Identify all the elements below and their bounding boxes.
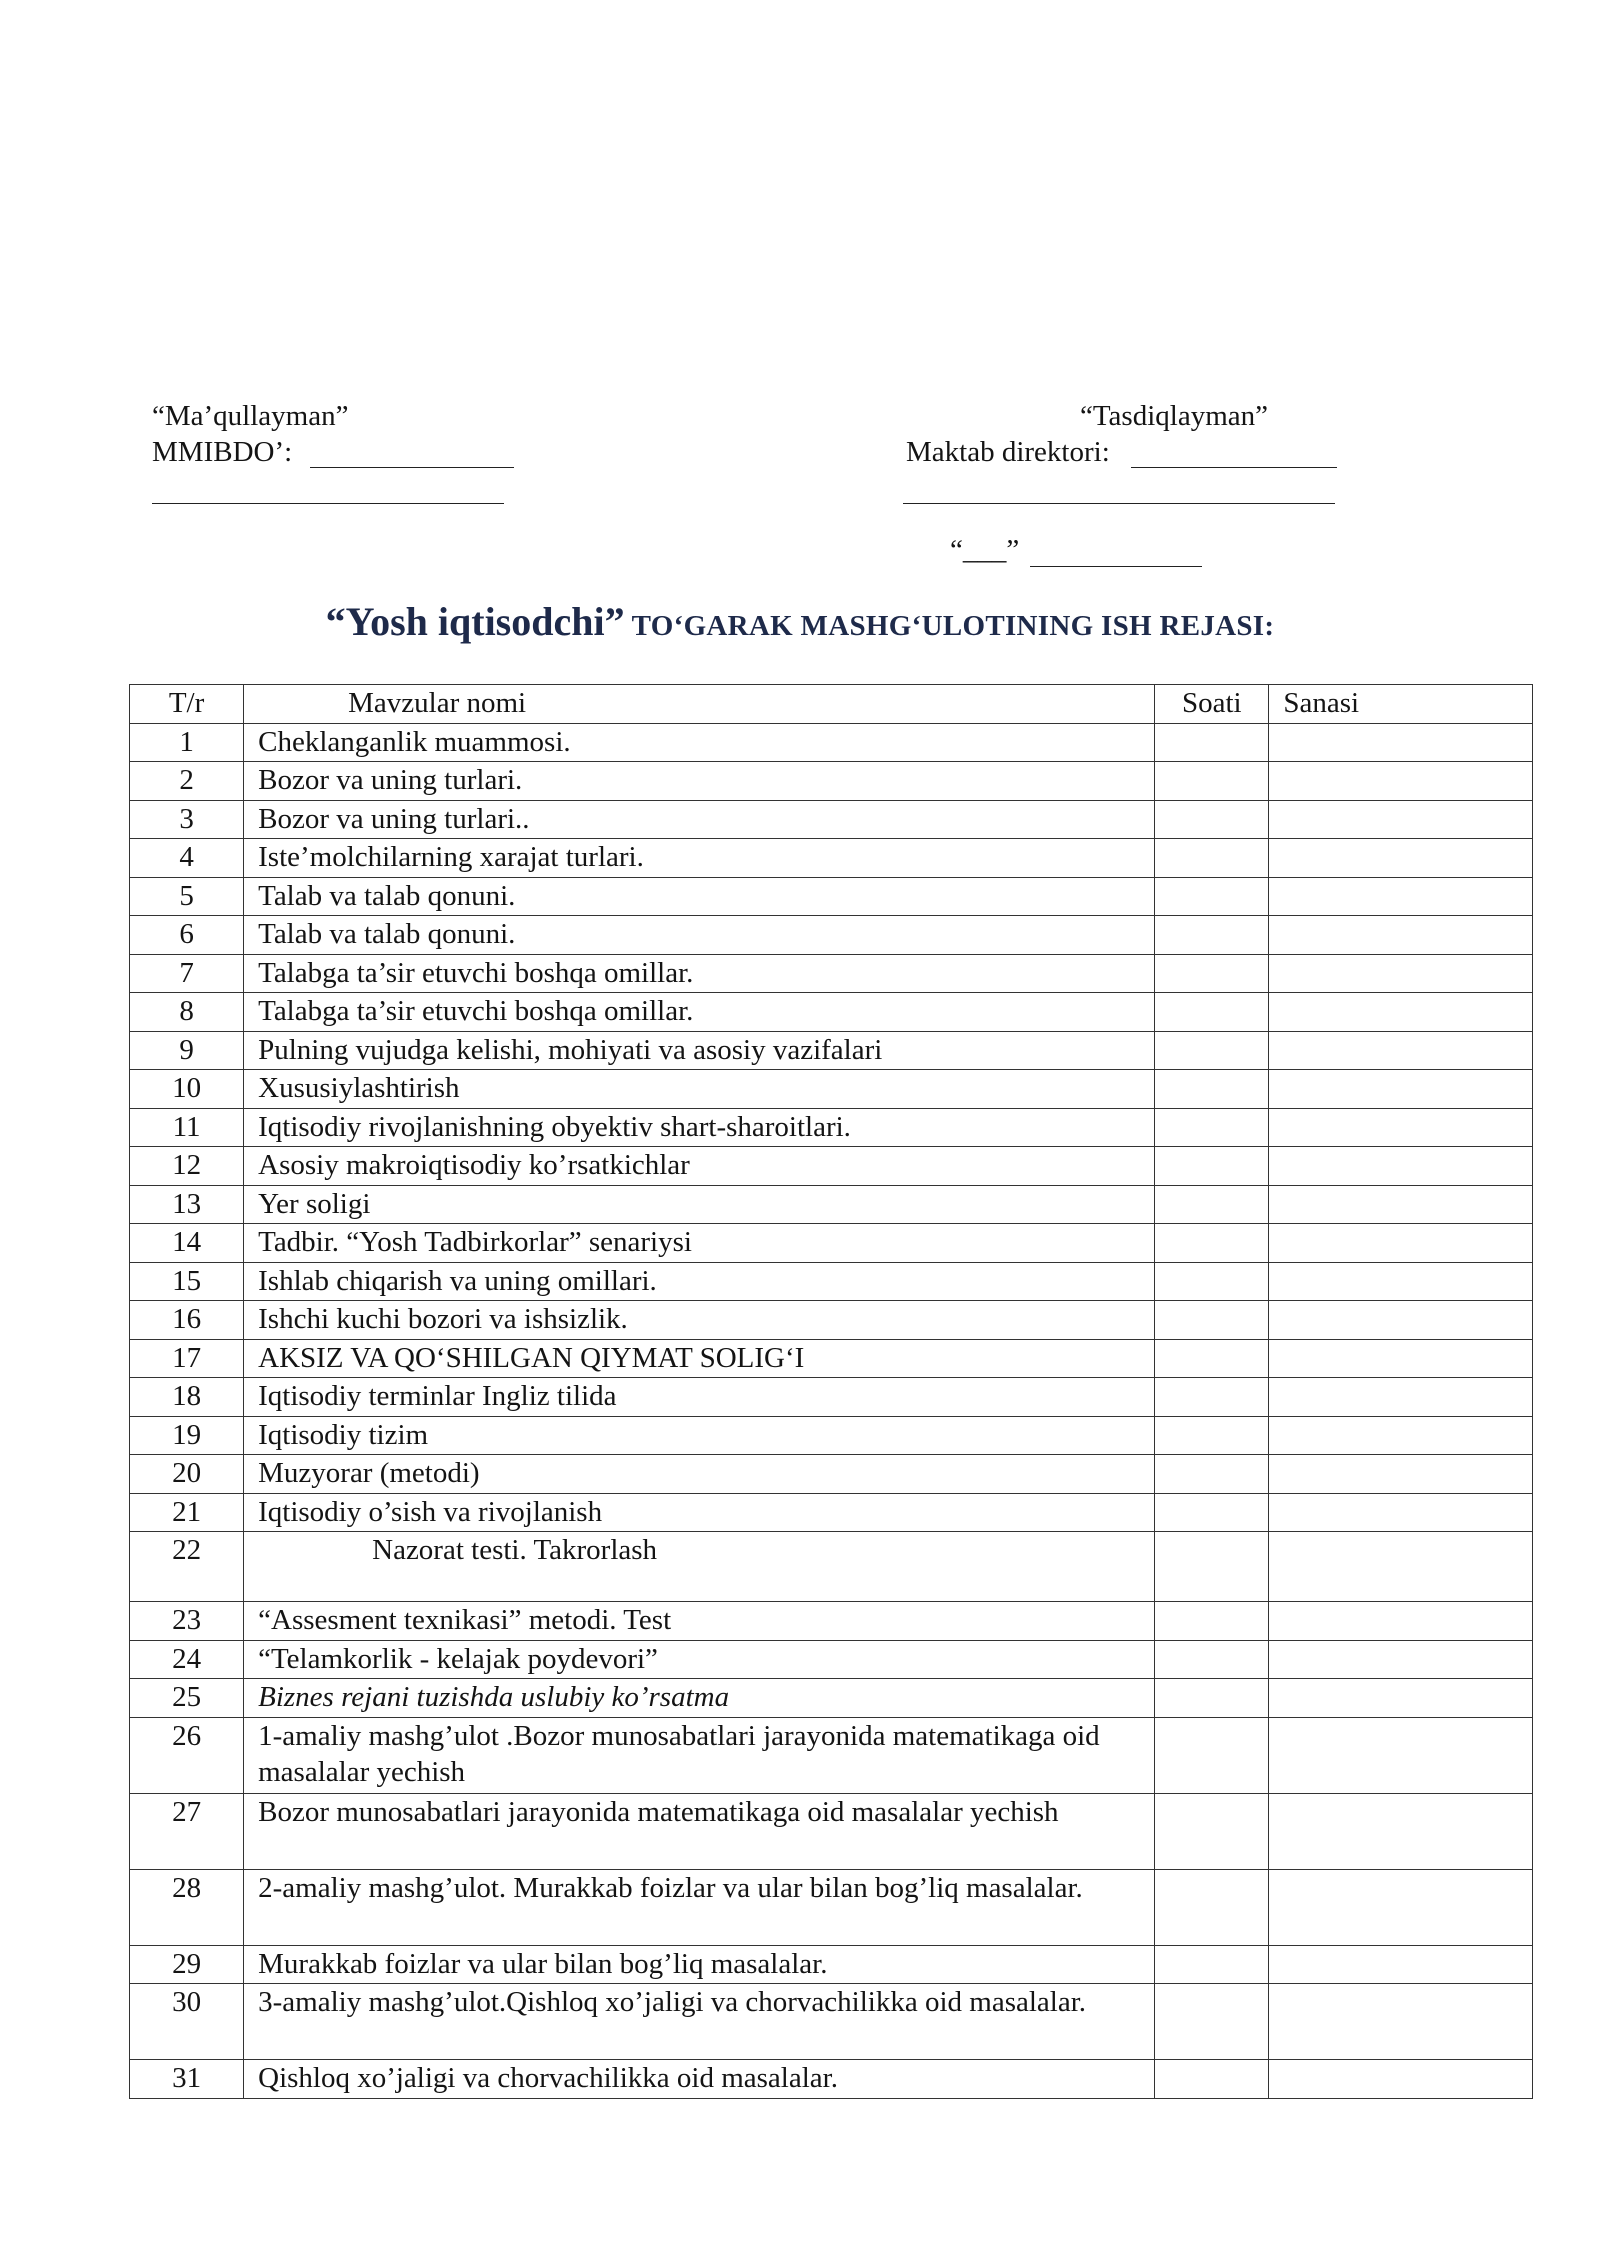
table-row — [130, 1869, 1533, 1945]
row-number: 18 — [130, 1378, 244, 1417]
row-date — [1269, 1416, 1533, 1455]
row-hours — [1155, 954, 1269, 993]
row-date — [1269, 1493, 1533, 1532]
row-hours — [1155, 2060, 1269, 2099]
table-row — [130, 762, 1533, 801]
row-number: 6 — [130, 916, 244, 955]
table-row — [130, 954, 1533, 993]
table-row — [130, 1301, 1533, 1340]
table-row — [130, 1185, 1533, 1224]
row-hours — [1155, 1679, 1269, 1718]
row-topic: 3-amaliy mashg’ulot.Qishloq xo’jaligi va chorvachilikka oid masalalar. — [244, 1984, 1155, 2060]
row-topic: Talabga ta’sir etuvchi boshqa omillar. — [244, 993, 1155, 1032]
row-hours — [1155, 1185, 1269, 1224]
table-row — [130, 1455, 1533, 1494]
table-row — [130, 1602, 1533, 1641]
approval-left-role: MMIBDO’: — [152, 436, 293, 468]
row-topic: 2-amaliy mashg’ulot. Murakkab foizlar va ular bilan bog’liq masalalar. — [244, 1869, 1155, 1945]
row-hours — [1155, 1070, 1269, 1109]
title-rest: TO‘GARAK MASHG‘ULOTINING ISH REJASI: — [624, 610, 1275, 642]
table-header-row — [130, 685, 1533, 724]
row-number: 15 — [130, 1262, 244, 1301]
row-topic: Iste’molchilarning xarajat turlari. — [244, 839, 1155, 878]
row-topic: Talab va talab qonuni. — [244, 877, 1155, 916]
row-hours — [1155, 1224, 1269, 1263]
row-topic: AKSIZ VA QO‘SHILGAN QIYMAT SOLIG‘I — [244, 1339, 1155, 1378]
row-hours — [1155, 1301, 1269, 1340]
right-name-line — [903, 503, 1335, 504]
row-topic: 1-amaliy mashg’ulot .Bozor munosabatlari jarayonida matematikaga oid masalalar yechish — [244, 1717, 1155, 1793]
row-topic: Asosiy makroiqtisodiy ko’rsatkichlar — [244, 1147, 1155, 1186]
table-row — [130, 1532, 1533, 1602]
row-number: 16 — [130, 1301, 244, 1340]
row-number: 8 — [130, 993, 244, 1032]
row-hours — [1155, 800, 1269, 839]
row-date — [1269, 1455, 1533, 1494]
row-number: 29 — [130, 1945, 244, 1984]
row-number: 4 — [130, 839, 244, 878]
table-row — [130, 1339, 1533, 1378]
header-date: Sanasi — [1269, 685, 1533, 724]
left-name-line — [152, 503, 504, 504]
row-hours — [1155, 1031, 1269, 1070]
row-topic: Iqtisodiy tizim — [244, 1416, 1155, 1455]
row-number: 22 — [130, 1532, 244, 1602]
row-number: 24 — [130, 1640, 244, 1679]
right-signature-line — [1131, 467, 1337, 468]
row-date — [1269, 1301, 1533, 1340]
row-topic: Murakkab foizlar va ular bilan bog’liq masalalar. — [244, 1945, 1155, 1984]
table-row — [130, 916, 1533, 955]
row-number: 17 — [130, 1339, 244, 1378]
table-row — [130, 1147, 1533, 1186]
approval-right-role: Maktab direktori: — [906, 436, 1110, 468]
row-topic: Ishlab chiqarish va uning omillari. — [244, 1262, 1155, 1301]
row-date — [1269, 916, 1533, 955]
row-date — [1269, 1679, 1533, 1718]
row-date — [1269, 762, 1533, 801]
table-row — [130, 1378, 1533, 1417]
row-hours — [1155, 1602, 1269, 1641]
table-row — [130, 1717, 1533, 1793]
row-hours — [1155, 1532, 1269, 1602]
row-date — [1269, 1262, 1533, 1301]
row-date — [1269, 1640, 1533, 1679]
row-hours — [1155, 1493, 1269, 1532]
row-number: 19 — [130, 1416, 244, 1455]
row-date — [1269, 954, 1533, 993]
row-hours — [1155, 1455, 1269, 1494]
table-row — [130, 1031, 1533, 1070]
header-topic: Mavzular nomi — [244, 685, 1155, 724]
row-topic: “Telamkorlik - kelajak poydevori” — [244, 1640, 1155, 1679]
row-hours — [1155, 1793, 1269, 1869]
row-date — [1269, 993, 1533, 1032]
table-row — [130, 2060, 1533, 2099]
row-hours — [1155, 1869, 1269, 1945]
row-hours — [1155, 723, 1269, 762]
row-date — [1269, 1984, 1533, 2060]
row-date — [1269, 1070, 1533, 1109]
date-line — [1030, 566, 1202, 567]
row-number: 11 — [130, 1108, 244, 1147]
row-date — [1269, 800, 1533, 839]
row-hours — [1155, 1108, 1269, 1147]
row-topic: Bozor munosabatlari jarayonida matematikaga oid masalalar yechish — [244, 1793, 1155, 1869]
table-row — [130, 1679, 1533, 1718]
row-topic: Ishchi kuchi bozori va ishsizlik. — [244, 1301, 1155, 1340]
table-row — [130, 993, 1533, 1032]
row-number: 10 — [130, 1070, 244, 1109]
row-number: 7 — [130, 954, 244, 993]
row-number: 14 — [130, 1224, 244, 1263]
row-date — [1269, 839, 1533, 878]
table-row — [130, 1108, 1533, 1147]
row-topic: Qishloq xo’jaligi va chorvachilikka oid masalalar. — [244, 2060, 1155, 2099]
row-hours — [1155, 1717, 1269, 1793]
row-number: 9 — [130, 1031, 244, 1070]
row-number: 28 — [130, 1869, 244, 1945]
row-number: 2 — [130, 762, 244, 801]
row-topic: Cheklanganlik muammosi. — [244, 723, 1155, 762]
row-hours — [1155, 916, 1269, 955]
row-hours — [1155, 1984, 1269, 2060]
row-topic: Talab va talab qonuni. — [244, 916, 1155, 955]
row-date — [1269, 1031, 1533, 1070]
table-row — [130, 800, 1533, 839]
row-date — [1269, 1869, 1533, 1945]
row-date — [1269, 2060, 1533, 2099]
table-row — [130, 1640, 1533, 1679]
row-date — [1269, 1378, 1533, 1417]
table-row — [130, 839, 1533, 878]
row-topic: Talabga ta’sir etuvchi boshqa omillar. — [244, 954, 1155, 993]
row-date — [1269, 1108, 1533, 1147]
row-number: 12 — [130, 1147, 244, 1186]
row-date — [1269, 1717, 1533, 1793]
row-topic: Nazorat testi. Takrorlash — [244, 1532, 1155, 1602]
row-date — [1269, 1532, 1533, 1602]
date-quotes: “___” — [950, 534, 1020, 566]
table-row — [130, 1945, 1533, 1984]
row-date — [1269, 1945, 1533, 1984]
row-date — [1269, 1224, 1533, 1263]
row-topic: Bozor va uning turlari. — [244, 762, 1155, 801]
row-topic: Muzyorar (metodi) — [244, 1455, 1155, 1494]
table-row — [130, 1262, 1533, 1301]
row-number: 26 — [130, 1717, 244, 1793]
row-date — [1269, 723, 1533, 762]
row-topic: Iqtisodiy rivojlanishning obyektiv shart-sharoitlari. — [244, 1108, 1155, 1147]
row-number: 1 — [130, 723, 244, 762]
row-date — [1269, 1185, 1533, 1224]
row-hours — [1155, 993, 1269, 1032]
table-row — [130, 1224, 1533, 1263]
row-hours — [1155, 1640, 1269, 1679]
row-hours — [1155, 1262, 1269, 1301]
header-hours: Soati — [1155, 685, 1269, 724]
row-topic: Iqtisodiy terminlar Ingliz tilida — [244, 1378, 1155, 1417]
header-number: T/r — [130, 685, 244, 724]
row-number: 27 — [130, 1793, 244, 1869]
table-row — [130, 1793, 1533, 1869]
row-number: 13 — [130, 1185, 244, 1224]
table-row — [130, 1493, 1533, 1532]
row-topic: Tadbir. “Yosh Tadbirkorlar” senariysi — [244, 1224, 1155, 1263]
row-date — [1269, 1602, 1533, 1641]
row-hours — [1155, 762, 1269, 801]
row-number: 21 — [130, 1493, 244, 1532]
row-hours — [1155, 1945, 1269, 1984]
table-row — [130, 723, 1533, 762]
approval-right-title: “Tasdiqlayman” — [1080, 400, 1269, 432]
approval-left-title: “Ma’qullayman” — [152, 400, 349, 432]
row-number: 25 — [130, 1679, 244, 1718]
row-topic: “Assesment texnikasi” metodi. Test — [244, 1602, 1155, 1641]
row-hours — [1155, 1416, 1269, 1455]
row-hours — [1155, 877, 1269, 916]
row-number: 5 — [130, 877, 244, 916]
row-date — [1269, 877, 1533, 916]
row-number: 30 — [130, 1984, 244, 2060]
row-hours — [1155, 839, 1269, 878]
row-topic: Biznes rejani tuzishda uslubiy ko’rsatma — [244, 1679, 1155, 1718]
left-signature-line — [310, 467, 514, 468]
table-body — [130, 723, 1533, 2098]
table-row — [130, 1416, 1533, 1455]
row-topic: Xususiylashtirish — [244, 1070, 1155, 1109]
row-date — [1269, 1793, 1533, 1869]
title-club-name: “Yosh iqtisodchi” — [325, 599, 625, 644]
row-hours — [1155, 1147, 1269, 1186]
row-hours — [1155, 1339, 1269, 1378]
table-row — [130, 1070, 1533, 1109]
row-number: 20 — [130, 1455, 244, 1494]
table-row — [130, 877, 1533, 916]
row-date — [1269, 1147, 1533, 1186]
row-hours — [1155, 1378, 1269, 1417]
row-number: 23 — [130, 1602, 244, 1641]
row-number: 31 — [130, 2060, 244, 2099]
row-topic: Yer soligi — [244, 1185, 1155, 1224]
row-date — [1269, 1339, 1533, 1378]
row-topic: Pulning vujudga kelishi, mohiyati va asosiy vazifalari — [244, 1031, 1155, 1070]
plan-table — [129, 684, 1533, 2099]
row-topic: Iqtisodiy o’sish va rivojlanish — [244, 1493, 1155, 1532]
row-topic: Bozor va uning turlari.. — [244, 800, 1155, 839]
table-row — [130, 1984, 1533, 2060]
page-title — [0, 598, 1600, 645]
row-number: 3 — [130, 800, 244, 839]
